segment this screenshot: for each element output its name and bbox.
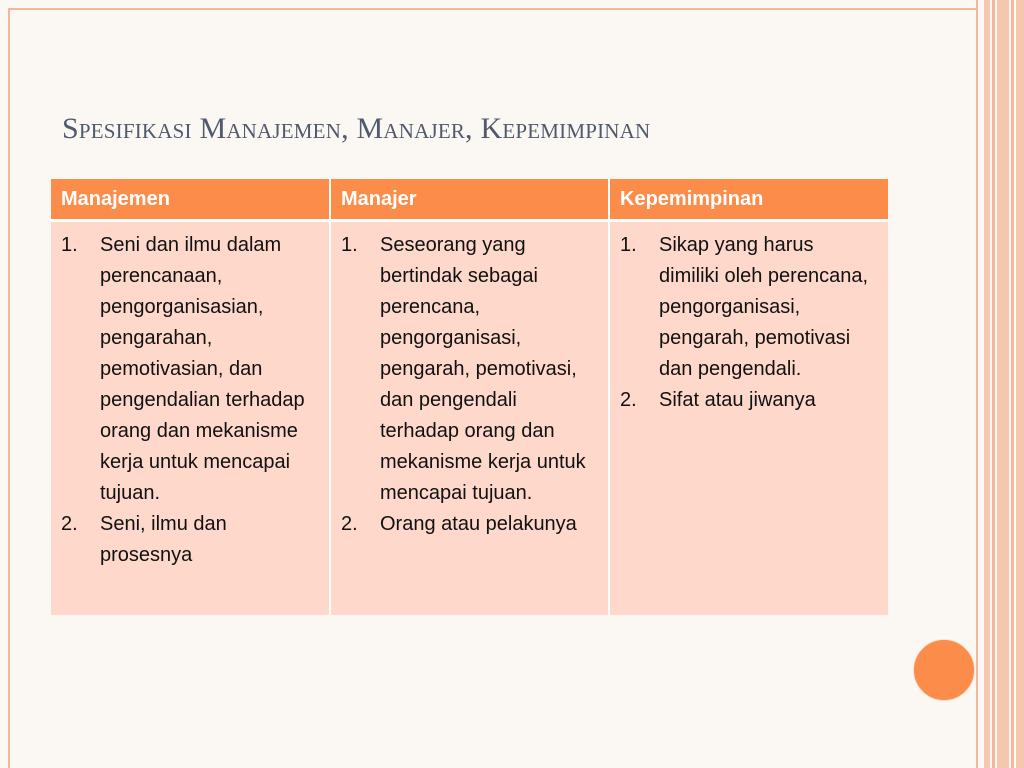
- cell-kepemimpinan: [609, 221, 888, 615]
- decorative-stripe: [1016, 0, 1024, 768]
- decorative-stripe: [997, 0, 1009, 768]
- list-text: Orang atau pelakunya: [380, 513, 577, 535]
- decorative-circle: [913, 639, 975, 701]
- cell-manajemen: [51, 221, 330, 615]
- list-number: 2.: [61, 513, 78, 535]
- column-header-manajer: Manajer: [330, 179, 609, 221]
- list-text: Seni, ilmu dan prosesnya: [100, 513, 227, 566]
- cell-manajer: [330, 221, 609, 615]
- table-row: [51, 221, 888, 615]
- list-number: 1.: [341, 234, 358, 256]
- table-header-row: [51, 179, 888, 221]
- list-text: Seseorang yang bertindak sebagai perencana, pengorganisasi, pengarah, pemotivasi, dan pengendali terhadap orang dan mekanisme kerja untuk mencapai tujuan.: [380, 234, 586, 504]
- list-number: 2.: [620, 389, 637, 411]
- decorative-stripe: [1011, 0, 1014, 768]
- list-item: [618, 230, 878, 385]
- column-header-manajemen: Manajemen: [51, 179, 330, 221]
- list-item: [339, 509, 598, 540]
- list-number: 1.: [61, 234, 78, 256]
- list-item: [618, 385, 878, 416]
- list-text: Sifat atau jiwanya: [659, 389, 816, 411]
- slide-title: Spesifikasi Manajemen, Manajer, Kepemimpinan: [62, 112, 651, 145]
- list-number: 1.: [620, 234, 637, 256]
- numbered-list: [618, 230, 878, 416]
- column-header-kepemimpinan: Kepemimpinan: [609, 179, 888, 221]
- decorative-stripe: [984, 0, 990, 768]
- decorative-stripe: [992, 0, 995, 768]
- numbered-list: [339, 230, 598, 540]
- numbered-list: [59, 230, 319, 571]
- list-item: [59, 230, 319, 509]
- decorative-stripe: [976, 0, 984, 768]
- list-text: Sikap yang harus dimiliki oleh perencana, pengorganisasi, pengarah, pemotivasi dan pengendali.: [659, 234, 869, 380]
- list-item: [59, 509, 319, 571]
- list-number: 2.: [341, 513, 358, 535]
- list-text: Seni dan ilmu dalam perencanaan, pengorganisasian, pengarahan, pemotivasian, dan pengendalian terhadap orang dan mekanisme kerja untuk mencapai tujuan.: [100, 234, 305, 504]
- specification-table: [51, 179, 888, 615]
- list-item: [339, 230, 598, 509]
